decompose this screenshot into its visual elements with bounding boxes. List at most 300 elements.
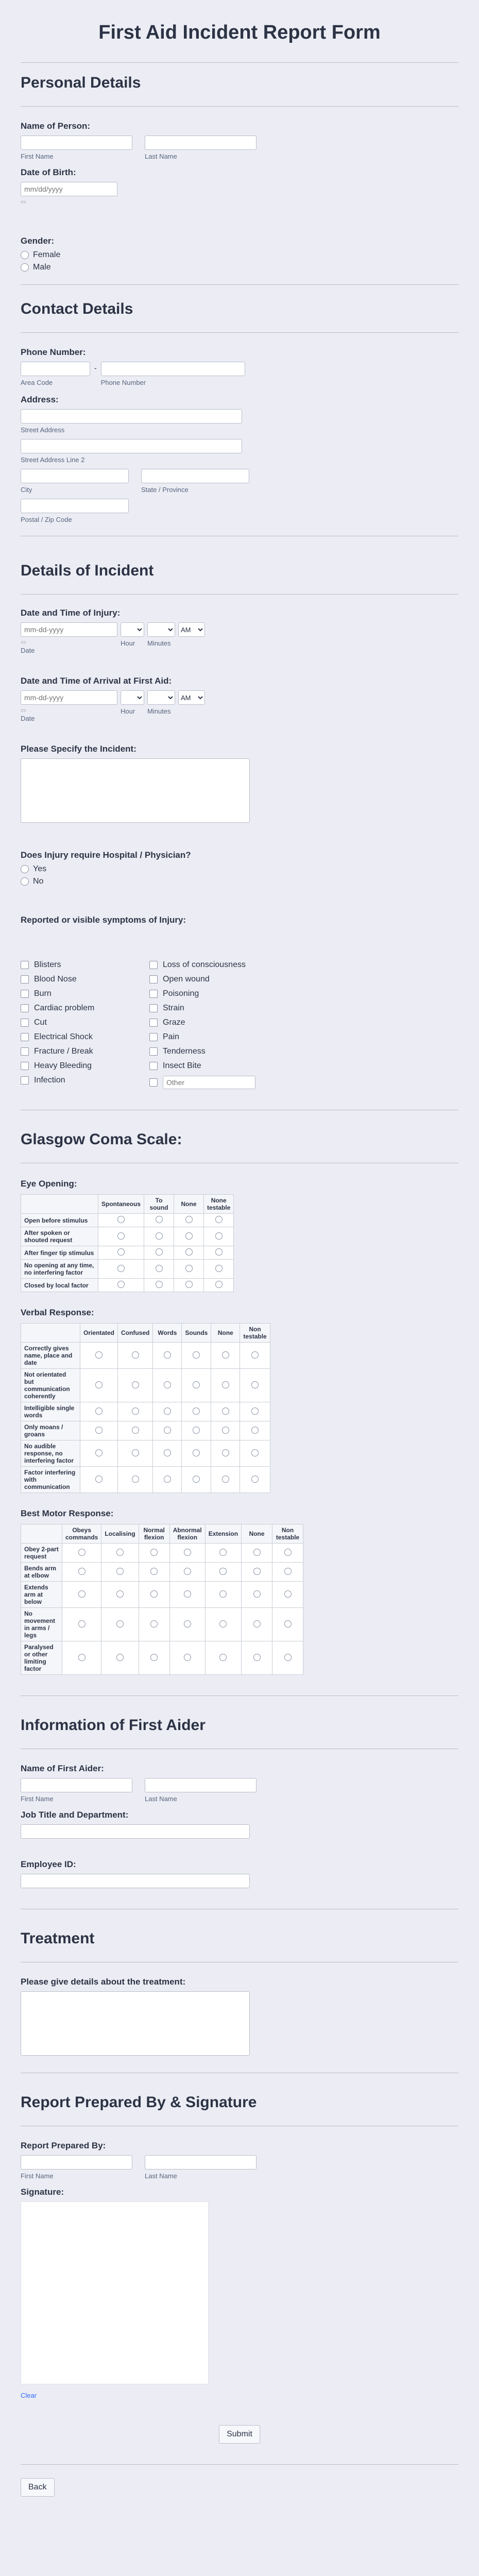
checkbox-icon[interactable] [21,1033,29,1041]
radio-circle-icon[interactable] [132,1381,139,1388]
first-name-input[interactable] [21,135,132,150]
employee-id-input[interactable] [21,1874,250,1888]
name-label: Name of Person: [21,121,91,131]
symptom-option[interactable] [21,1076,149,1085]
eye-radio-cell[interactable] [98,1214,144,1227]
radio-circle-icon[interactable] [185,1265,193,1272]
table-row [21,1214,234,1227]
radio-circle-icon[interactable] [284,1590,292,1598]
injury-hour-select[interactable] [121,622,144,637]
checkbox-icon[interactable] [21,1047,29,1056]
signature-label: Signature: [21,2187,64,2197]
motor-radio-cell[interactable] [272,1544,303,1563]
verbal-radio-cell[interactable] [118,1343,153,1369]
injury-date-input[interactable] [21,622,117,637]
motor-radio-cell[interactable] [169,1608,205,1641]
back-row [21,2478,458,2517]
radio-circle-icon[interactable] [117,1216,125,1223]
verbal-radio-cell[interactable] [80,1369,118,1402]
radio-circle-icon[interactable] [222,1427,229,1434]
motor-radio-cell[interactable] [205,1641,241,1675]
table-row [21,1608,303,1641]
checkbox-icon[interactable] [149,961,158,969]
eye-radio-cell[interactable] [144,1214,174,1227]
symptom-option[interactable] [21,1004,149,1013]
verbal-radio-cell[interactable] [211,1343,240,1369]
checkbox-icon[interactable] [149,1019,158,1027]
injury-minutes-select[interactable] [147,622,175,637]
symptom-option[interactable] [21,975,149,984]
radio-circle-icon[interactable] [193,1381,200,1388]
arrival-minutes-select[interactable] [147,690,175,705]
radio-circle-icon[interactable] [156,1281,163,1288]
motor-radio-cell[interactable] [139,1608,169,1641]
verbal-radio-cell[interactable] [153,1402,182,1421]
symptom-option[interactable] [149,1047,278,1056]
radio-circle-icon[interactable] [219,1654,227,1661]
symptom-label: Poisoning [163,989,199,998]
eye-radio-cell[interactable] [98,1279,144,1292]
radio-circle-icon[interactable] [164,1351,171,1359]
radio-circle-icon[interactable] [156,1265,163,1272]
radio-circle-icon[interactable] [251,1381,259,1388]
area-code-input[interactable] [21,362,90,376]
radio-circle-icon[interactable] [116,1620,124,1628]
radio-circle-icon[interactable] [193,1427,200,1434]
checkbox-icon[interactable] [21,1062,29,1070]
motor-column-header: Extension [205,1524,241,1544]
street-address-input[interactable] [21,409,242,423]
aider-last-name-input[interactable] [145,1778,256,1792]
motor-radio-cell[interactable] [272,1582,303,1608]
motor-radio-cell[interactable] [169,1582,205,1608]
radio-circle-icon[interactable] [116,1568,124,1575]
prepared-first-name-input[interactable] [21,2155,132,2170]
radio-circle-icon[interactable] [184,1654,191,1661]
motor-radio-cell[interactable] [139,1544,169,1563]
motor-radio-cell[interactable] [272,1608,303,1641]
clear-signature-link[interactable]: Clear [21,2392,37,2399]
city-input[interactable] [21,469,129,483]
motor-radio-cell[interactable] [169,1544,205,1563]
symptom-option[interactable] [149,1061,278,1071]
verbal-radio-cell[interactable] [240,1343,270,1369]
radio-circle-icon[interactable] [132,1449,139,1456]
symptom-option[interactable] [149,975,278,984]
eye-radio-cell[interactable] [144,1246,174,1260]
checkbox-icon[interactable] [149,975,158,984]
radio-circle-icon[interactable] [78,1549,85,1556]
prepared-by-row [21,2155,458,2180]
treatment-textarea[interactable] [21,1991,250,2056]
verbal-radio-cell[interactable] [80,1402,118,1421]
radio-circle-icon[interactable] [219,1620,227,1628]
eye-radio-cell[interactable] [174,1214,204,1227]
motor-radio-cell[interactable] [272,1563,303,1582]
radio-circle-icon[interactable] [116,1590,124,1598]
verbal-radio-cell[interactable] [182,1343,211,1369]
verbal-radio-cell[interactable] [153,1440,182,1467]
radio-circle-icon[interactable] [215,1281,223,1288]
symptom-option[interactable] [21,1061,149,1071]
gender-option-label: Male [33,263,51,272]
verbal-radio-cell[interactable] [240,1421,270,1440]
radio-circle-icon[interactable] [78,1620,85,1628]
verbal-radio-cell[interactable] [80,1467,118,1493]
verbal-radio-cell[interactable] [118,1421,153,1440]
radio-circle-icon[interactable] [116,1654,124,1661]
symptom-option[interactable] [21,1018,149,1027]
radio-circle-icon[interactable] [215,1216,223,1223]
eye-radio-cell[interactable] [204,1279,234,1292]
checkbox-icon[interactable] [21,1076,29,1084]
radio-circle-icon[interactable] [251,1351,259,1359]
radio-circle-icon[interactable] [184,1568,191,1575]
radio-circle-icon[interactable] [95,1449,102,1456]
radio-circle-icon[interactable] [284,1620,292,1628]
radio-circle-icon[interactable] [251,1427,259,1434]
eye-radio-cell[interactable] [174,1246,204,1260]
symptom-option[interactable] [21,1047,149,1056]
radio-circle-icon[interactable] [219,1590,227,1598]
state-input[interactable] [141,469,249,483]
motor-radio-cell[interactable] [62,1563,101,1582]
radio-circle-icon[interactable] [185,1248,193,1256]
radio-circle-icon[interactable] [193,1449,200,1456]
radio-circle-icon[interactable] [215,1248,223,1256]
area-code-sub: Area Code [21,379,53,386]
verbal-radio-cell[interactable] [182,1369,211,1402]
verbal-radio-cell[interactable] [211,1440,240,1467]
checkbox-icon[interactable] [21,975,29,984]
arrival-ampm-select[interactable] [178,690,205,705]
verbal-radio-cell[interactable] [153,1421,182,1440]
hour-sub: Hour [121,639,135,647]
form-title: First Aid Incident Report Form [21,0,458,63]
motor-radio-cell[interactable] [62,1544,101,1563]
radio-circle-icon[interactable] [150,1654,158,1661]
radio-circle-icon[interactable] [184,1620,191,1628]
motor-radio-cell[interactable] [205,1608,241,1641]
motor-row-label: Extends arm at below [21,1582,62,1608]
radio-circle-icon[interactable] [95,1427,102,1434]
radio-circle-icon[interactable] [184,1549,191,1556]
motor-radio-cell[interactable] [139,1563,169,1582]
verbal-radio-cell[interactable] [118,1369,153,1402]
job-title-label: Job Title and Department: [21,1810,129,1820]
submit-button[interactable]: Submit [219,2425,260,2444]
radio-circle-icon[interactable] [21,865,29,873]
radio-circle-icon[interactable] [219,1549,227,1556]
verbal-radio-cell[interactable] [182,1440,211,1467]
radio-circle-icon[interactable] [253,1620,261,1628]
checkbox-icon[interactable] [21,990,29,998]
symptom-option[interactable] [21,1032,149,1042]
verbal-radio-cell[interactable] [182,1467,211,1493]
gender-option-female[interactable] [21,250,458,260]
motor-radio-cell[interactable] [205,1582,241,1608]
radio-circle-icon[interactable] [164,1408,171,1415]
radio-circle-icon[interactable] [222,1381,229,1388]
radio-circle-icon[interactable] [116,1549,124,1556]
symptoms-left-col [21,960,149,1089]
radio-circle-icon[interactable] [164,1381,171,1388]
eye-radio-cell[interactable] [98,1246,144,1260]
radio-circle-icon[interactable] [21,251,29,259]
checkbox-icon[interactable] [149,1047,158,1056]
hospital-option-label: Yes [33,865,47,873]
motor-radio-cell[interactable] [242,1563,272,1582]
verbal-radio-cell[interactable] [211,1467,240,1493]
verbal-radio-cell[interactable] [80,1440,118,1467]
injury-datetime-row [21,622,458,654]
gender-label: Gender: [21,236,55,246]
radio-circle-icon[interactable] [78,1590,85,1598]
symptom-option[interactable] [21,989,149,998]
symptom-option[interactable] [149,1032,278,1042]
radio-circle-icon[interactable] [164,1476,171,1483]
motor-radio-cell[interactable] [62,1582,101,1608]
radio-circle-icon[interactable] [219,1568,227,1575]
verbal-radio-cell[interactable] [182,1402,211,1421]
calendar-icon[interactable]: ▭ [21,707,26,714]
postal-code-input[interactable] [21,499,129,513]
radio-circle-icon[interactable] [222,1476,229,1483]
city-state-row [21,469,458,494]
verbal-radio-cell[interactable] [240,1440,270,1467]
motor-radio-cell[interactable] [101,1582,139,1608]
motor-radio-cell[interactable] [242,1582,272,1608]
radio-circle-icon[interactable] [253,1549,261,1556]
motor-radio-cell[interactable] [139,1641,169,1675]
verbal-column-header: Sounds [182,1324,211,1343]
injury-ampm-select[interactable] [178,622,205,637]
radio-circle-icon[interactable] [251,1449,259,1456]
prepared-last-name-input[interactable] [145,2155,256,2170]
radio-circle-icon[interactable] [215,1232,223,1240]
hospital-option-yes[interactable] [21,865,458,874]
radio-circle-icon[interactable] [156,1216,163,1223]
symptom-label: Graze [163,1018,185,1027]
arrival-hour-select[interactable] [121,690,144,705]
radio-circle-icon[interactable] [132,1427,139,1434]
verbal-column-header: None [211,1324,240,1343]
checkbox-icon[interactable] [149,990,158,998]
radio-circle-icon[interactable] [117,1265,125,1272]
eye-column-header: To sound [144,1195,174,1214]
symptom-option[interactable] [149,1018,278,1027]
motor-radio-cell[interactable] [101,1641,139,1675]
radio-circle-icon[interactable] [253,1590,261,1598]
motor-radio-cell[interactable] [169,1563,205,1582]
first-aider-heading: Information of First Aider [21,1717,458,1749]
radio-circle-icon[interactable] [150,1590,158,1598]
motor-radio-cell[interactable] [272,1641,303,1675]
street-address-2-input[interactable] [21,439,242,453]
eye-radio-cell[interactable] [204,1260,234,1279]
radio-circle-icon[interactable] [156,1232,163,1240]
verbal-radio-cell[interactable] [153,1467,182,1493]
verbal-radio-cell[interactable] [240,1402,270,1421]
verbal-column-header: Words [153,1324,182,1343]
verbal-row-label: Not orientated but communication coherently [21,1369,80,1402]
eye-radio-cell[interactable] [204,1246,234,1260]
verbal-row-label: Intelligible single words [21,1402,80,1421]
motor-radio-cell[interactable] [205,1563,241,1582]
checkbox-icon[interactable] [21,1004,29,1012]
symptom-option[interactable] [149,989,278,998]
calendar-icon[interactable]: ▭ [21,199,26,205]
radio-circle-icon[interactable] [95,1408,102,1415]
radio-circle-icon[interactable] [156,1248,163,1256]
motor-radio-cell[interactable] [101,1608,139,1641]
motor-radio-cell[interactable] [62,1641,101,1675]
radio-circle-icon[interactable] [150,1549,158,1556]
verbal-radio-cell[interactable] [240,1467,270,1493]
radio-circle-icon[interactable] [193,1351,200,1359]
verbal-radio-cell[interactable] [153,1369,182,1402]
motor-radio-cell[interactable] [242,1544,272,1563]
verbal-radio-cell[interactable] [211,1421,240,1440]
verbal-radio-cell[interactable] [118,1402,153,1421]
radio-circle-icon[interactable] [253,1654,261,1661]
radio-circle-icon[interactable] [193,1476,200,1483]
personal-details-heading: Personal Details [21,74,458,107]
verbal-radio-cell[interactable] [153,1343,182,1369]
motor-radio-cell[interactable] [101,1563,139,1582]
checkbox-icon[interactable] [149,1004,158,1012]
verbal-radio-cell[interactable] [240,1369,270,1402]
incident-textarea[interactable] [21,758,250,823]
radio-circle-icon[interactable] [95,1381,102,1388]
checkbox-icon[interactable] [149,1078,158,1087]
checkbox-icon[interactable] [21,961,29,969]
radio-circle-icon[interactable] [21,877,29,886]
radio-circle-icon[interactable] [78,1568,85,1575]
verbal-radio-cell[interactable] [211,1402,240,1421]
radio-circle-icon[interactable] [284,1549,292,1556]
radio-circle-icon[interactable] [222,1449,229,1456]
radio-circle-icon[interactable] [95,1351,102,1359]
radio-circle-icon[interactable] [185,1216,193,1223]
radio-circle-icon[interactable] [185,1281,193,1288]
eye-radio-cell[interactable] [174,1260,204,1279]
eye-radio-cell[interactable] [144,1260,174,1279]
aider-last-name-sub: Last Name [145,1795,177,1803]
motor-radio-cell[interactable] [139,1582,169,1608]
aider-first-name-input[interactable] [21,1778,132,1792]
phone-number-sub: Phone Number [100,379,146,386]
radio-circle-icon[interactable] [164,1449,171,1456]
hospital-option-no[interactable] [21,877,458,886]
radio-circle-icon[interactable] [253,1568,261,1575]
symptoms-label: Reported or visible symptoms of Injury: [21,915,186,925]
radio-circle-icon[interactable] [117,1232,125,1240]
checkbox-icon[interactable] [149,1033,158,1041]
radio-circle-icon[interactable] [193,1408,200,1415]
radio-circle-icon[interactable] [150,1568,158,1575]
dob-input[interactable] [21,182,117,196]
verbal-radio-cell[interactable] [80,1421,118,1440]
radio-circle-icon[interactable] [132,1351,139,1359]
eye-radio-cell[interactable] [144,1227,174,1246]
motor-radio-cell[interactable] [205,1544,241,1563]
motor-radio-cell[interactable] [242,1641,272,1675]
checkbox-icon[interactable] [149,1062,158,1070]
radio-circle-icon[interactable] [132,1476,139,1483]
radio-circle-icon[interactable] [222,1351,229,1359]
radio-circle-icon[interactable] [284,1568,292,1575]
phone-number-input[interactable] [101,362,245,376]
verbal-radio-cell[interactable] [118,1467,153,1493]
job-title-input[interactable] [21,1824,250,1839]
eye-radio-cell[interactable] [144,1279,174,1292]
eye-radio-cell[interactable] [204,1227,234,1246]
verbal-radio-cell[interactable] [118,1440,153,1467]
symptom-option[interactable] [21,960,149,970]
eye-row-label: After spoken or shouted request [21,1227,98,1246]
motor-radio-cell[interactable] [242,1608,272,1641]
gender-option-male[interactable] [21,263,458,272]
symptom-option[interactable] [149,960,278,970]
radio-circle-icon[interactable] [222,1408,229,1415]
radio-circle-icon[interactable] [150,1620,158,1628]
symptom-label: Burn [34,989,52,998]
verbal-radio-cell[interactable] [211,1369,240,1402]
dob-label: Date of Birth: [21,167,76,177]
verbal-radio-cell[interactable] [80,1343,118,1369]
motor-radio-cell[interactable] [101,1544,139,1563]
eye-radio-cell[interactable] [174,1279,204,1292]
radio-circle-icon[interactable] [185,1232,193,1240]
eye-radio-cell[interactable] [98,1260,144,1279]
verbal-radio-cell[interactable] [182,1421,211,1440]
radio-circle-icon[interactable] [251,1408,259,1415]
radio-circle-icon[interactable] [117,1281,125,1288]
arrival-date-input[interactable] [21,690,117,705]
eye-row-label: Open before stimulus [21,1214,98,1227]
radio-circle-icon[interactable] [78,1654,85,1661]
first-name-sub: First Name [21,152,54,160]
table-row [21,1227,234,1246]
calendar-icon[interactable]: ▭ [21,639,26,646]
motor-radio-cell[interactable] [169,1641,205,1675]
eye-radio-cell[interactable] [98,1227,144,1246]
radio-circle-icon[interactable] [184,1590,191,1598]
radio-circle-icon[interactable] [164,1427,171,1434]
radio-circle-icon[interactable] [284,1654,292,1661]
street-address-sub: Street Address [21,426,65,434]
radio-circle-icon[interactable] [132,1408,139,1415]
radio-circle-icon[interactable] [95,1476,102,1483]
radio-circle-icon[interactable] [215,1265,223,1272]
radio-circle-icon[interactable] [21,263,29,272]
motor-radio-cell[interactable] [62,1608,101,1641]
checkbox-icon[interactable] [21,1019,29,1027]
signature-pad[interactable] [21,2201,209,2384]
other-symptom-input[interactable] [163,1076,255,1089]
symptom-option-other[interactable] [149,1076,278,1089]
radio-circle-icon[interactable] [251,1476,259,1483]
eye-radio-cell[interactable] [204,1214,234,1227]
symptom-option[interactable] [149,1004,278,1013]
date-sub: Date [21,715,35,722]
eye-header-row [21,1195,234,1214]
eye-radio-cell[interactable] [174,1227,204,1246]
last-name-input[interactable] [145,135,256,150]
back-button[interactable]: Back [21,2478,55,2497]
radio-circle-icon[interactable] [117,1248,125,1256]
